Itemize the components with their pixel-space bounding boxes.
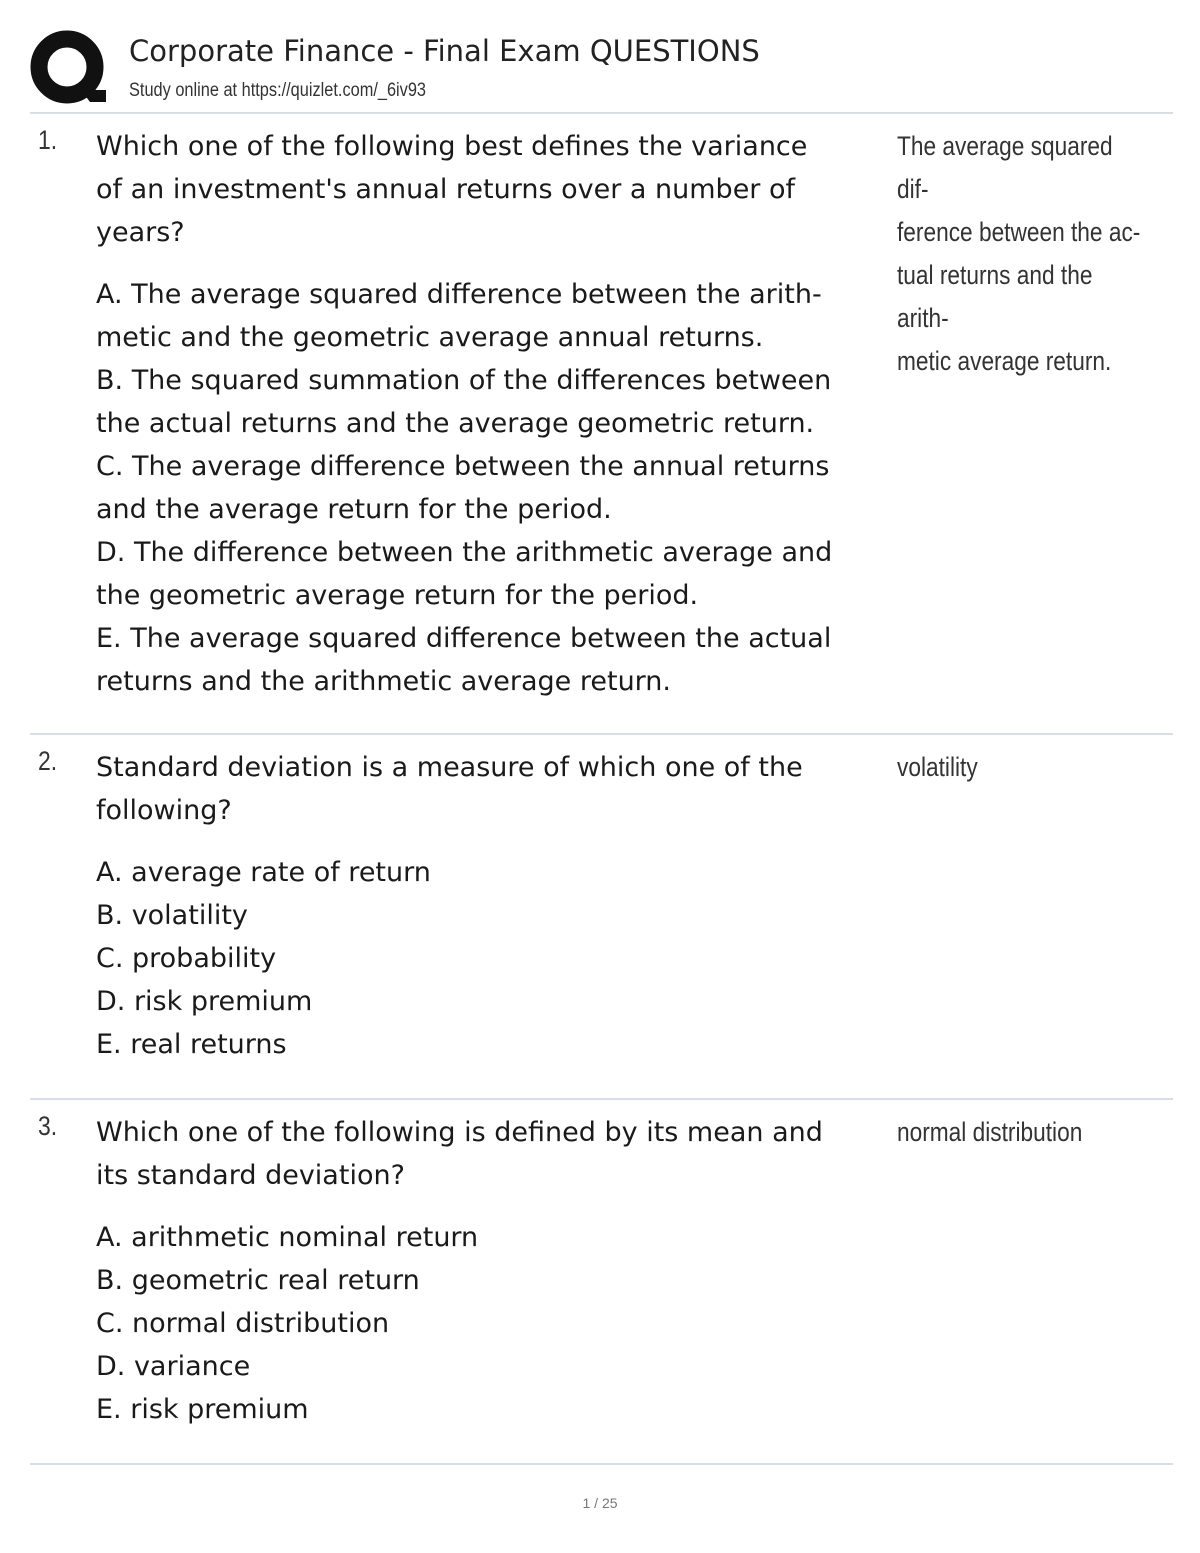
page-number: 1 / 25 xyxy=(582,1495,618,1511)
question-number: 2. xyxy=(38,746,58,776)
divider xyxy=(30,733,1173,735)
answer-options: A. arithmetic nominal return B. geometric real return C. normal distribution D. variance E. risk premium xyxy=(96,1222,479,1425)
study-online-link[interactable]: Study online at https://quizlet.com/_6iv93 xyxy=(129,80,427,101)
divider xyxy=(30,112,1173,114)
question-stem: Standard deviation is a measure of which one of the following? xyxy=(96,752,803,826)
answer-text: The average squared dif- ference between the ac- tual returns and the arith- metic average return. xyxy=(897,131,1141,376)
question-text xyxy=(96,1111,896,1431)
question-text xyxy=(96,746,896,1066)
quizlet-logo-icon xyxy=(30,30,108,108)
question-number: 1. xyxy=(38,125,58,155)
answer-options: A. average rate of return B. volatility C. probability D. risk premium E. real returns xyxy=(96,857,431,1060)
answer-options: A. The average squared difference between the arith- metic and the geometric average annual returns. B. The squared summation of the differences between the actual returns and the average geometric return. C. The average difference between the annual returns and the average return for the period. D. The difference between the arithmetic average and the geometric average return for the period. E. The average squared difference between the actual returns and the arithmetic average return. xyxy=(96,279,833,697)
answer-text: normal distribution xyxy=(897,1117,1083,1147)
question-text xyxy=(96,125,896,703)
question-number: 3. xyxy=(38,1111,58,1141)
divider xyxy=(30,1463,1173,1465)
page-header xyxy=(30,28,1175,114)
divider xyxy=(30,1098,1173,1100)
question-stem: Which one of the following is defined by its mean and its standard deviation? xyxy=(96,1117,823,1191)
question-stem: Which one of the following best defines the variance of an investment's annual returns over a number of years? xyxy=(96,131,808,248)
answer-text: volatility xyxy=(897,752,978,782)
document-title: Corporate Finance - Final Exam QUESTIONS xyxy=(129,34,760,68)
